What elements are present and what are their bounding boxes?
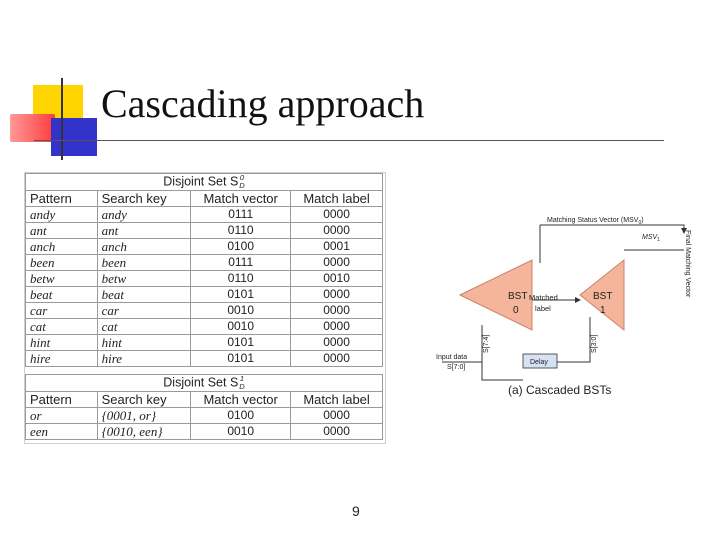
- cell-search-key: hire: [97, 351, 191, 367]
- cell-match-label: 0000: [291, 287, 383, 303]
- decor-red-bar: [10, 114, 55, 142]
- set-1-header-text: Disjoint Set S: [163, 375, 239, 390]
- cell-pattern: anch: [26, 239, 98, 255]
- set-0-column-header-row: [26, 191, 383, 207]
- cell-match-label: 0000: [291, 335, 383, 351]
- cell-match-label: 0000: [291, 424, 383, 440]
- set-0-header-text: Disjoint Set S: [163, 174, 239, 189]
- cell-match-label: 0000: [291, 223, 383, 239]
- cell-match-label: 0000: [291, 319, 383, 335]
- column-header-pattern: Pattern: [26, 392, 98, 408]
- disjoint-set-1-table: [25, 374, 383, 440]
- cell-pattern: car: [26, 303, 98, 319]
- table-row: [26, 207, 383, 223]
- set-1-rows: [26, 408, 383, 440]
- cell-pattern: andy: [26, 207, 98, 223]
- cell-match-vector: 0010: [191, 424, 291, 440]
- input-data-range: S[7:0]: [447, 364, 466, 371]
- set-1-header-sup: 1: [239, 374, 245, 383]
- bst-1-label: BST: [593, 291, 613, 302]
- set-1-header-row: [26, 375, 383, 392]
- matched-label-line1: Matched: [529, 293, 558, 302]
- set-1-header-sub: D: [239, 382, 245, 391]
- table-row: [26, 239, 383, 255]
- decor-blue-square: [51, 118, 97, 156]
- decor-vertical-line: [61, 78, 63, 160]
- table-row: [26, 335, 383, 351]
- cell-match-vector: 0110: [191, 271, 291, 287]
- cell-match-vector: 0101: [191, 287, 291, 303]
- cell-pattern: een: [26, 424, 98, 440]
- table-row: [26, 287, 383, 303]
- cell-pattern: or: [26, 408, 98, 424]
- bst-1-number: 1: [600, 305, 606, 316]
- s30-label: S[3:0]: [591, 334, 598, 353]
- wire-msv0: [540, 225, 684, 233]
- cell-search-key: beat: [97, 287, 191, 303]
- cell-pattern: hire: [26, 351, 98, 367]
- cell-search-key: cat: [97, 319, 191, 335]
- cell-search-key: hint: [97, 335, 191, 351]
- table-row: [26, 255, 383, 271]
- set-0-header-sup: 0: [239, 173, 245, 182]
- cell-match-label: 0000: [291, 207, 383, 223]
- delay-label: Delay: [530, 359, 548, 366]
- wire-delay-to-bst1: [557, 317, 590, 362]
- cell-pattern: beat: [26, 287, 98, 303]
- cell-match-label: 0000: [291, 255, 383, 271]
- cell-search-key: {0001, or}: [97, 408, 191, 424]
- column-header-match-vector: Match vector: [191, 392, 291, 408]
- cell-match-label: 0000: [291, 351, 383, 367]
- cell-match-vector: 0111: [191, 255, 291, 271]
- wire-input-to-delay: [482, 355, 523, 380]
- final-matching-vector-label: Final Matching Vector: [684, 230, 691, 298]
- msv0-label: Matching Status Vector $(MSV_0)$: [547, 217, 644, 226]
- cell-search-key: been: [97, 255, 191, 271]
- column-header-match-label: Match label: [291, 191, 383, 207]
- cell-search-key: {0010, een}: [97, 424, 191, 440]
- table-row: [26, 271, 383, 287]
- cell-match-vector: 0100: [191, 408, 291, 424]
- cell-match-label: 0010: [291, 271, 383, 287]
- set-1-column-header-row: [26, 392, 383, 408]
- set-0-header: [26, 174, 383, 191]
- cell-match-vector: 0110: [191, 223, 291, 239]
- diagram-caption: (a) Cascaded BSTs: [508, 383, 612, 397]
- set-0-rows: [26, 207, 383, 367]
- set-0-header-sub: D: [239, 181, 245, 190]
- set-1-header: [26, 375, 383, 392]
- table-row: [26, 303, 383, 319]
- set-0-header-row: [26, 174, 383, 191]
- cell-match-vector: 0101: [191, 335, 291, 351]
- cell-pattern: betw: [26, 271, 98, 287]
- cell-search-key: betw: [97, 271, 191, 287]
- slide-title: Cascading approach: [101, 81, 425, 126]
- column-header-match-label: Match label: [291, 392, 383, 408]
- cell-search-key: anch: [97, 239, 191, 255]
- cell-match-label: 0000: [291, 303, 383, 319]
- cascaded-bst-diagram: [430, 205, 710, 415]
- table-row: [26, 223, 383, 239]
- cell-pattern: hint: [26, 335, 98, 351]
- title-underline: [34, 140, 664, 141]
- cell-match-vector: 0111: [191, 207, 291, 223]
- bst-0-number: 0: [513, 305, 519, 316]
- cell-pattern: cat: [26, 319, 98, 335]
- cell-pattern: been: [26, 255, 98, 271]
- page-number: 9: [352, 503, 360, 519]
- column-header-match-vector: Match vector: [191, 191, 291, 207]
- bst-0-label: BST: [508, 291, 528, 302]
- input-data-label: Input data: [436, 354, 468, 361]
- table-row: [26, 408, 383, 424]
- msv1-label: $MSV_1$: [642, 234, 660, 243]
- disjoint-set-0-table: [25, 173, 383, 367]
- cell-match-label: 0000: [291, 408, 383, 424]
- cell-match-label: 0001: [291, 239, 383, 255]
- s74-label: S[7:4]: [483, 334, 490, 353]
- cell-match-vector: 0101: [191, 351, 291, 367]
- cell-search-key: car: [97, 303, 191, 319]
- column-header-pattern: Pattern: [26, 191, 98, 207]
- table-row: [26, 319, 383, 335]
- table-row: [26, 424, 383, 440]
- column-header-search-key: Search key: [97, 392, 191, 408]
- table-row: [26, 351, 383, 367]
- column-header-search-key: Search key: [97, 191, 191, 207]
- cell-match-vector: 0100: [191, 239, 291, 255]
- cell-pattern: ant: [26, 223, 98, 239]
- cell-match-vector: 0010: [191, 303, 291, 319]
- cell-match-vector: 0010: [191, 319, 291, 335]
- matched-label-line2: label: [535, 304, 551, 313]
- cell-search-key: andy: [97, 207, 191, 223]
- cell-search-key: ant: [97, 223, 191, 239]
